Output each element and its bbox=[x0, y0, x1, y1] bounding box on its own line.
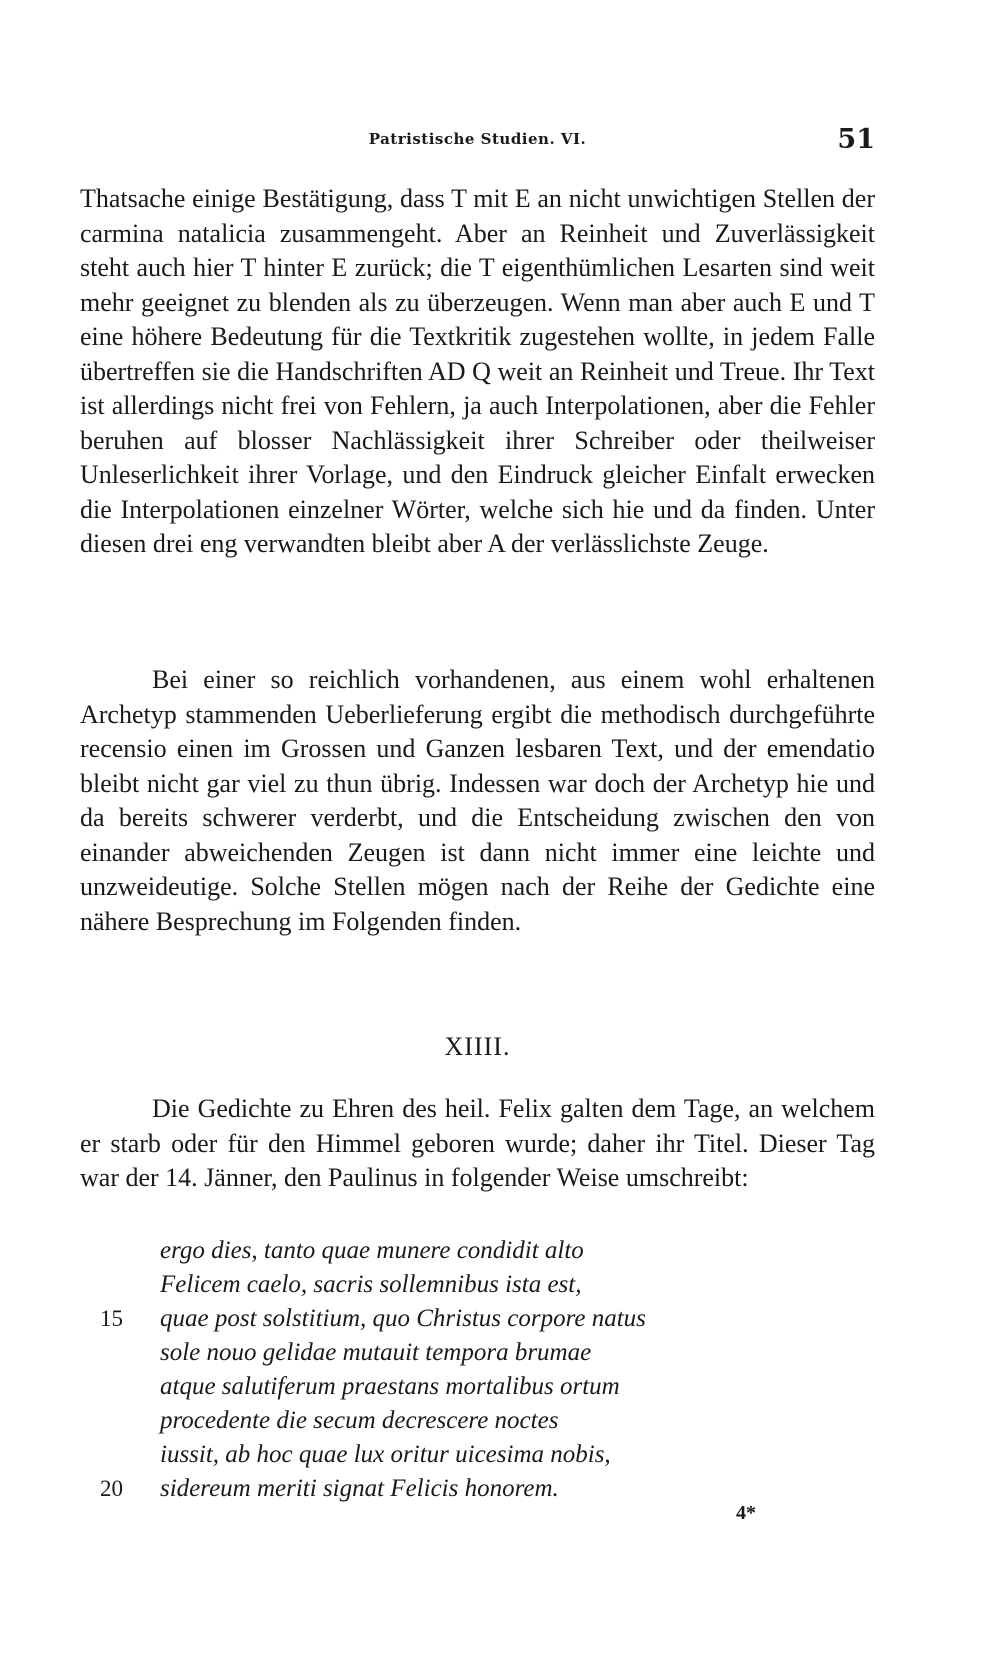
verse-text: atque salutiferum praestans mortalibus ortum bbox=[160, 1373, 620, 1400]
signature-mark: 4* bbox=[736, 1502, 756, 1524]
verse-line bbox=[100, 1268, 820, 1302]
verse-text: ergo dies, tanto quae munere condidit alto bbox=[160, 1237, 584, 1264]
verse-text: procedente die secum decrescere noctes bbox=[160, 1407, 559, 1434]
verse-line bbox=[100, 1336, 820, 1370]
verse-line bbox=[100, 1438, 820, 1472]
verse-quotation bbox=[100, 1234, 820, 1506]
paragraph-1: Thatsache einige Bestätigung, dass T mit E an nicht unwichtigen Stellen der carmina natalicia zusammengeht. Aber an Reinheit und Zuverlässigkeit steht auch hier T hinter E zurück; die T eigenthümlichen Lesarten sind weit mehr geeignet zu blenden als zu überzeugen. Wenn man aber auch E und T eine höhere Bedeutung für die Textkritik zugestehen wollte, in jedem Falle übertreffen sie die Handschriften AD Q weit an Reinheit und Treue. Ihr Text ist allerdings nicht frei von Fehlern, ja auch Interpolationen, aber die Fehler beruhen auf blosser Nachlässigkeit ihrer Schreiber oder theilweiser Unleserlichkeit ihrer Vorlage, und den Eindruck gleicher Einfalt erwecken die Interpolationen einzelner Wörter, welche sich hie und da finden. Unter diesen drei eng verwandten bleibt aber A der verlässlichste Zeuge. bbox=[80, 184, 875, 558]
verse-text: sole nouo gelidae mutauit tempora brumae bbox=[160, 1339, 592, 1366]
section-heading: XIIII. bbox=[444, 1032, 511, 1061]
page-number: 51 bbox=[837, 124, 875, 155]
verse-line bbox=[100, 1234, 820, 1268]
verse-line bbox=[100, 1302, 820, 1336]
line-number: 20 bbox=[100, 1476, 123, 1501]
running-head: Patristische Studien. VI. bbox=[368, 130, 587, 148]
section-paragraph: Die Gedichte zu Ehren des heil. Felix galten dem Tage, an welchem er starb oder für den Himmel geboren wurde; daher ihr Titel. Dieser Tag war der 14. Jänner, den Paulinus in folgender Weise umschreibt: bbox=[80, 1094, 875, 1192]
verse-text: quae post solstitium, quo Christus corpore natus bbox=[160, 1305, 646, 1332]
paragraph-2: Bei einer so reichlich vorhandenen, aus einem wohl erhaltenen Archetyp stammenden Ueberlieferung ergibt die methodisch durchgeführte recensio einen im Grossen und Ganzen lesbaren Text, und der emendatio bleibt nicht gar viel zu thun übrig. Indessen war doch der Archetyp hie und da bereits schwerer verderbt, und die Entscheidung zwischen den von einander abweichenden Zeugen ist dann nicht immer eine leichte und unzweideutige. Solche Stellen mögen nach der Reihe der Gedichte eine nähere Besprechung im Folgenden finden. bbox=[80, 665, 875, 936]
verse-line bbox=[100, 1472, 820, 1506]
verse-line bbox=[100, 1370, 820, 1404]
page-header bbox=[80, 124, 875, 154]
verse-text: iussit, ab hoc quae lux oritur uicesima nobis, bbox=[160, 1441, 611, 1468]
verse-text: Felicem caelo, sacris sollemnibus ista est, bbox=[160, 1271, 582, 1298]
line-number: 15 bbox=[100, 1306, 123, 1331]
verse-line bbox=[100, 1404, 820, 1438]
verse-text: sidereum meriti signat Felicis honorem. bbox=[160, 1475, 559, 1502]
